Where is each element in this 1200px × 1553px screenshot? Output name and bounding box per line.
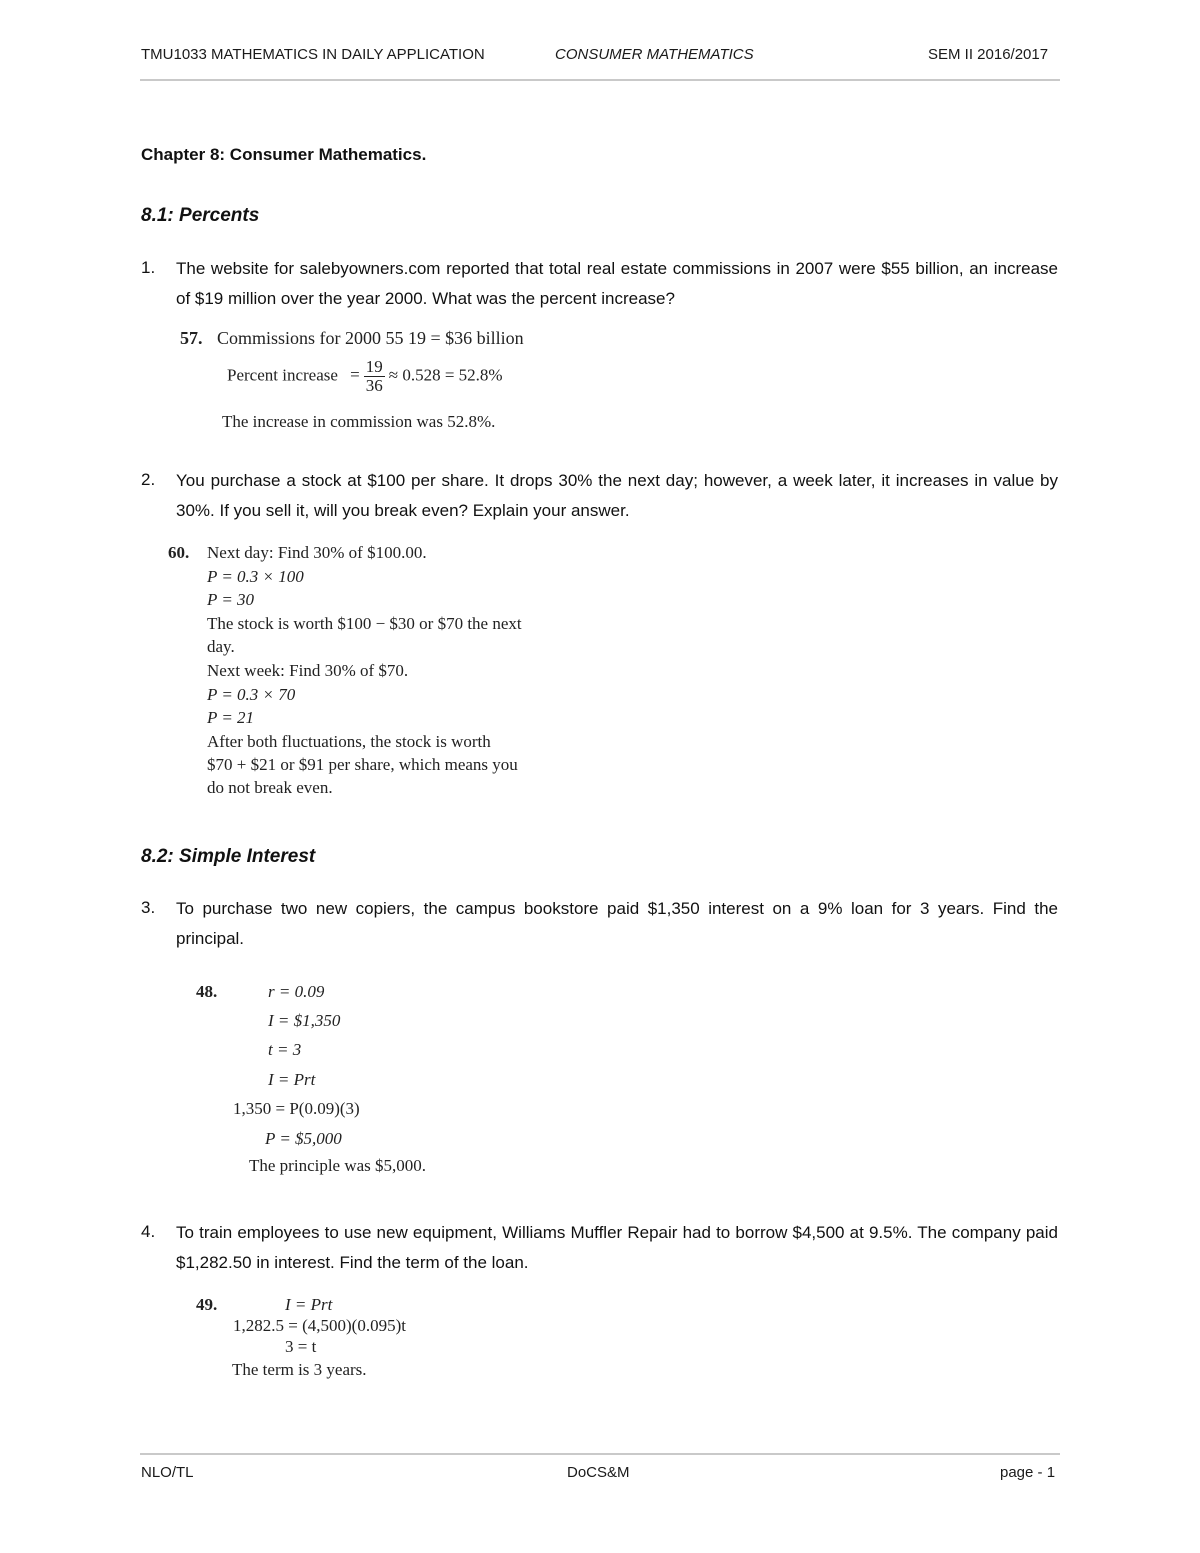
fraction xyxy=(364,358,385,395)
footer-divider xyxy=(140,1453,1060,1455)
question-number: 3. xyxy=(141,898,156,917)
question-number: 1. xyxy=(141,258,156,277)
chapter-title: Chapter 8: Consumer Mathematics. xyxy=(141,145,427,164)
solution-conclusion: The principle was $5,000. xyxy=(249,1156,427,1175)
solution-line: day. xyxy=(207,637,235,656)
question-text: The website for salebyowners.com reported that total real estate commissions in 2007 were $55 billion, an increase of $19 million over the year 2000. What was the percent increase? xyxy=(176,259,1058,308)
solution-line: Next day: Find 30% of $100.00. xyxy=(207,543,427,562)
percent-increase-label: Percent increase xyxy=(227,365,338,385)
solution-line: Commissions for 2000 55 19 = $36 billion xyxy=(217,328,524,348)
solution-line: After both fluctuations, the stock is worth xyxy=(207,732,491,751)
question-text: To purchase two new copiers, the campus bookstore paid $1,350 interest on a 9% loan for 3 years. Find the principal. xyxy=(176,899,1058,948)
solution-line: r = 0.09 xyxy=(268,982,325,1001)
solution-line: I = Prt xyxy=(268,1070,316,1089)
solution-line: t = 3 xyxy=(268,1040,302,1059)
solution-line: 1,282.5 = (4,500)(0.095)t xyxy=(233,1316,406,1335)
solution-line: P = 0.3 × 70 xyxy=(207,685,296,704)
solution-line: P = 0.3 × 100 xyxy=(207,567,304,586)
solution-line: The stock is worth $100 − $30 or $70 the next xyxy=(207,614,522,633)
solution-number: 57. xyxy=(180,328,203,348)
percent-increase-equation xyxy=(227,358,503,395)
header-semester: SEM II 2016/2017 xyxy=(928,46,1049,63)
section-heading-simple-interest: 8.2: Simple Interest xyxy=(141,846,316,867)
header-course: TMU1033 MATHEMATICS IN DAILY APPLICATION xyxy=(141,46,485,63)
question-number: 2. xyxy=(141,470,156,489)
percent-increase-result: ≈ 0.528 = 52.8% xyxy=(388,365,503,385)
footer-left: NLO/TL xyxy=(141,1464,194,1481)
header-topic: CONSUMER MATHEMATICS xyxy=(555,46,754,63)
footer-center: DoCS&M xyxy=(567,1464,630,1481)
fraction-denominator: 36 xyxy=(365,376,383,395)
solution-line: do not break even. xyxy=(207,778,333,797)
solution-line: P = $5,000 xyxy=(265,1129,342,1148)
section-heading-percents: 8.1: Percents xyxy=(141,205,260,226)
question-number: 4. xyxy=(141,1222,156,1241)
solution-conclusion: The term is 3 years. xyxy=(232,1360,367,1379)
solution-line: P = 21 xyxy=(207,708,255,727)
equals-sign: = xyxy=(350,365,360,385)
solution-line: 3 = t xyxy=(285,1337,317,1356)
header-divider xyxy=(140,79,1060,81)
solution-line: I = $1,350 xyxy=(268,1011,341,1030)
solution-line: $70 + $21 or $91 per share, which means you xyxy=(207,755,518,774)
solution-number: 49. xyxy=(196,1295,218,1314)
solution-line: I = Prt xyxy=(285,1295,333,1314)
question-text: You purchase a stock at $100 per share. It drops 30% the next day; however, a week later, it increases in value by 30%. If you sell it, will you break even? Explain your answer. xyxy=(176,471,1058,520)
solution-number: 60. xyxy=(168,543,190,562)
solution-conclusion: The increase in commission was 52.8%. xyxy=(222,412,496,431)
question-text: To train employees to use new equipment, Williams Muffler Repair had to borrow $4,500 at 9.5%. The company paid $1,282.50 in interest. Find the term of the loan. xyxy=(176,1223,1058,1272)
solution-57 xyxy=(180,328,524,349)
solution-line: 1,350 = P(0.09)(3) xyxy=(233,1099,360,1118)
page-number: page - 1 xyxy=(1000,1464,1056,1481)
solution-number: 48. xyxy=(196,982,218,1001)
fraction-numerator: 19 xyxy=(365,357,383,376)
solution-line: Next week: Find 30% of $70. xyxy=(207,661,409,680)
solution-line: P = 30 xyxy=(207,590,255,609)
